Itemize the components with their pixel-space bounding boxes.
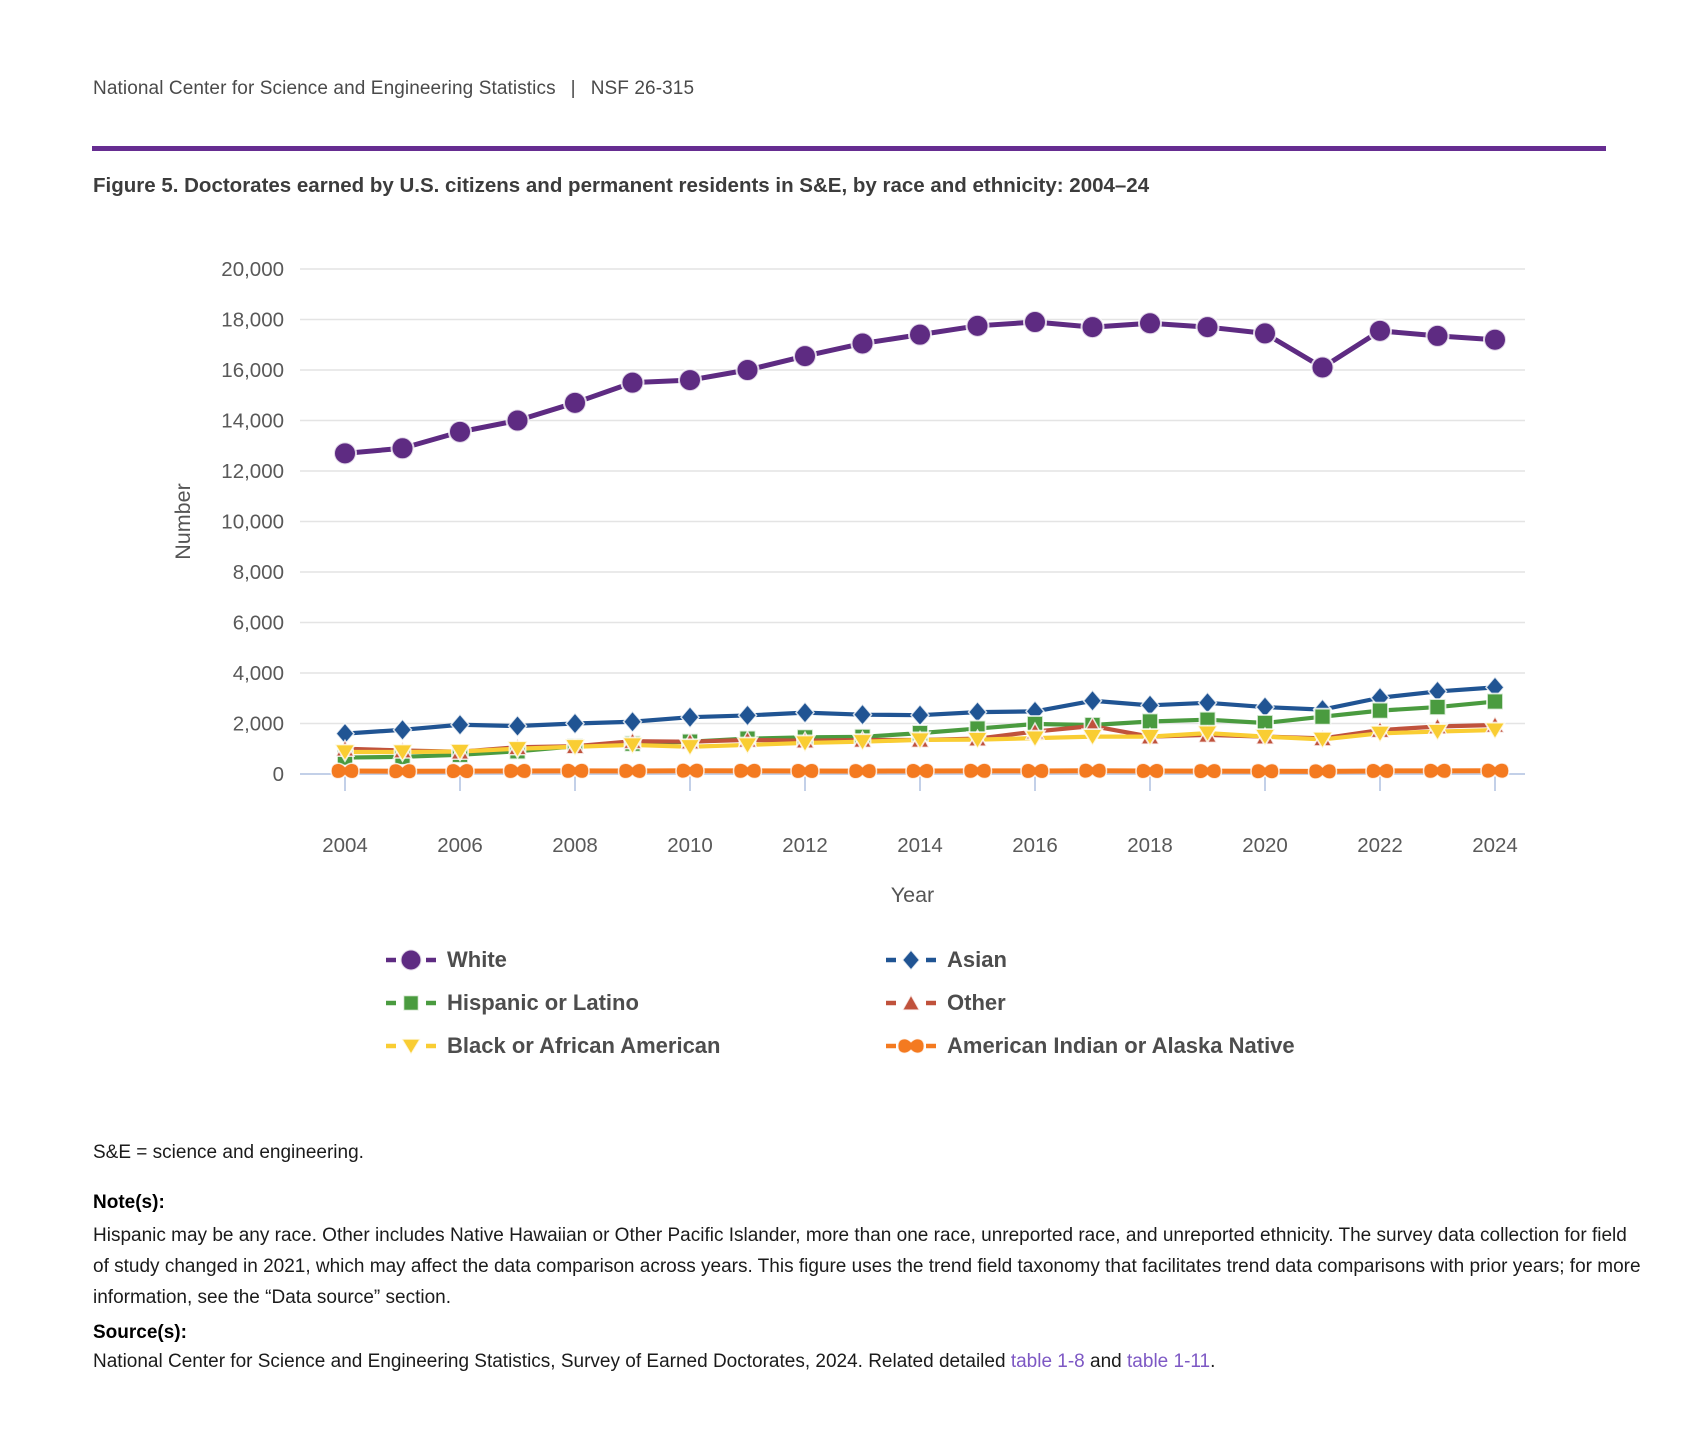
x-axis-tick-label: 2006	[437, 834, 483, 857]
legend-marker-triangle-up-icon	[885, 989, 937, 1017]
x-axis-tick-label: 2012	[782, 834, 828, 857]
legend-label-white: White	[447, 946, 507, 972]
header-divider	[92, 146, 1606, 151]
y-axis-tick-label: 16,000	[221, 359, 284, 382]
y-axis-tick-label: 6,000	[232, 611, 284, 635]
x-axis-tick-label: 2014	[897, 834, 943, 857]
legend-label-asian: Asian	[947, 946, 1007, 972]
legend-label-other: Other	[947, 989, 1006, 1015]
x-axis-tick-label: 2004	[322, 834, 368, 857]
y-axis-tick-label: 20,000	[221, 258, 284, 281]
y-axis-tick-label: 8,000	[232, 561, 284, 584]
table-1-11-link[interactable]: table 1-11	[1127, 1351, 1211, 1372]
report-header: National Center for Science and Engineering Statistics | NSF 26-315	[93, 78, 695, 99]
legend-item-american-indian-or-alaska-native	[885, 1032, 1445, 1060]
y-axis-title: Number	[171, 483, 195, 560]
legend-marker-circle-icon	[385, 946, 437, 974]
notes-label: Note(s):	[93, 1192, 165, 1213]
legend-marker-peanut-icon	[885, 1032, 937, 1060]
y-axis-tick-label: 2,000	[232, 712, 284, 736]
legend-marker-square-icon	[385, 989, 437, 1017]
x-axis-tick-label: 2016	[1012, 834, 1058, 857]
source-middle: and	[1084, 1351, 1128, 1372]
legend-item-hispanic-or-latino	[385, 989, 885, 1017]
y-axis-tick-label: 14,000	[221, 409, 284, 433]
y-axis-tick-label: 18,000	[221, 308, 284, 332]
table-1-8-link[interactable]: table 1-8	[1010, 1351, 1085, 1372]
source-label: Source(s):	[93, 1322, 187, 1343]
y-axis-tick-label: 4,000	[232, 662, 284, 685]
x-axis-title: Year	[890, 883, 935, 907]
legend-item-asian	[885, 946, 1445, 974]
legend-label-american-indian-or-alaska-native: American Indian or Alaska Native	[947, 1032, 1295, 1058]
line-chart	[90, 240, 1610, 910]
chart-legend	[385, 938, 1445, 1067]
legend-marker-triangle-down-icon	[385, 1032, 437, 1060]
legend-label-hispanic-or-latino: Hispanic or Latino	[447, 989, 639, 1015]
y-axis-tick-label: 10,000	[221, 510, 284, 534]
figure-title: Figure 5. Doctorates earned by U.S. citizens and permanent residents in S&E, by race and ethnicity: 2004–24	[93, 174, 1150, 197]
y-axis-tick-label: 0	[272, 763, 284, 786]
x-axis-tick-label: 2024	[1472, 834, 1518, 857]
x-axis-tick-label: 2010	[667, 834, 713, 857]
source-prefix: National Center for Science and Engineering Statistics, Survey of Earned Doctorates, 2024. Related detailed	[93, 1351, 1011, 1372]
source-suffix: .	[1210, 1351, 1216, 1372]
abbreviation-note: S&E = science and engineering.	[93, 1142, 364, 1163]
notes-text: Hispanic may be any race. Other includes Native Hawaiian or Other Pacific Islander, more than one race, unreported race, and unreported ethnicity. The survey data collection for field of study changed in 2021, which may affect the data comparison across years. This figure uses the trend field taxonomy that facilitates trend data comparisons with prior years; for more information, see the “Data source” section.	[93, 1225, 1641, 1308]
y-axis-tick-label: 12,000	[221, 460, 284, 483]
legend-item-black-or-african-american	[385, 1032, 885, 1060]
legend-item-other	[885, 989, 1445, 1017]
x-axis-tick-label: 2018	[1127, 834, 1173, 857]
x-axis-tick-label: 2008	[552, 834, 598, 857]
legend-marker-diamond-icon	[885, 946, 937, 974]
legend-item-white	[385, 946, 885, 974]
source-text	[93, 1351, 1641, 1373]
x-axis-tick-label: 2020	[1242, 834, 1288, 857]
legend-label-black-or-african-american: Black or African American	[447, 1032, 721, 1058]
x-axis-tick-label: 2022	[1357, 834, 1403, 857]
